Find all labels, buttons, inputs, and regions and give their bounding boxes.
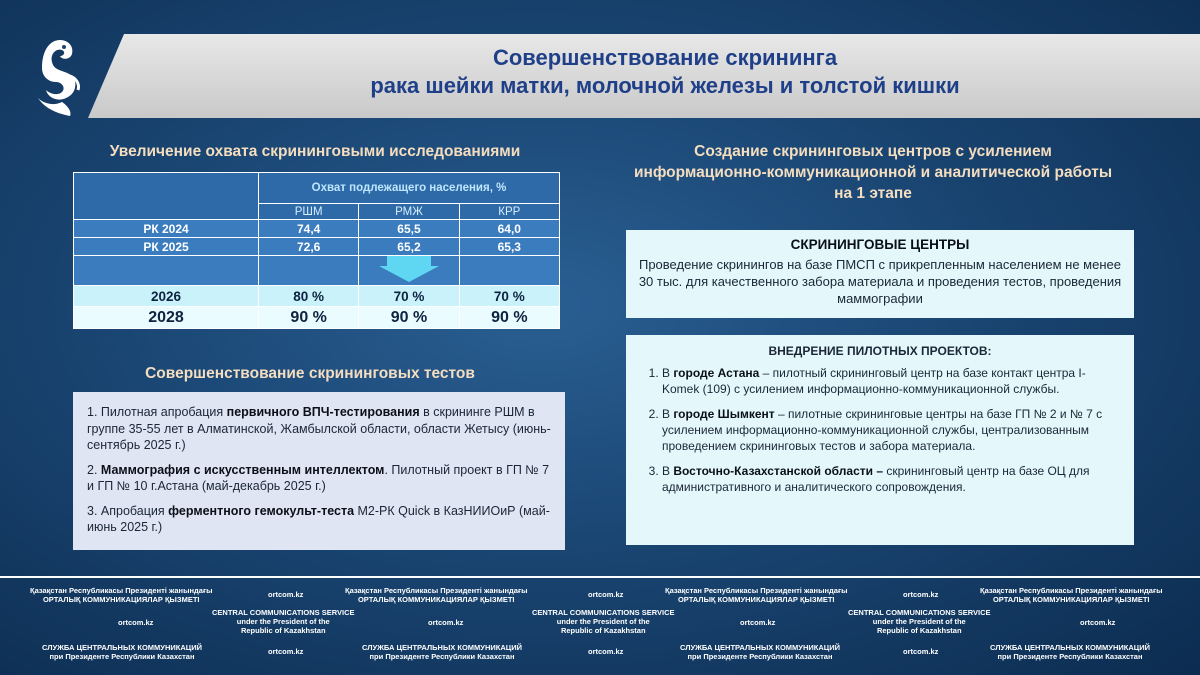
table-cell: 90 % (459, 307, 559, 329)
list-item: 3. Апробация ферментного гемокульт-теста М2-РК Quick в КазНИИОиР (май-июнь 2025 г.) (87, 503, 550, 534)
table-cell: 74,4 (259, 220, 359, 238)
footer-en: CENTRAL COMMUNICATIONS SERVICE under the President of the Republic of Kazakhstan (848, 608, 991, 635)
list-item: 2. В городе Шымкент – пилотные скрининговые центры на базе ГП № 2 и № 7 с усилением информационно-коммуникационной службы, централизованным проведением скрининговых тестов и забора материала. (662, 406, 1120, 454)
page-title: Совершенствование скрининга рака шейки матки, молочной железы и толстой кишки (370, 45, 960, 98)
row-label: 2026 (74, 286, 259, 307)
footer-site: ortcom.kz (428, 618, 464, 627)
centers-heading: Создание скрининговых центров с усилением информационно-коммуникационной и аналитической работы на 1 этапе (633, 143, 1113, 202)
footer-ru: СЛУЖБА ЦЕНТРАЛЬНЫХ КОММУНИКАЦИЙ при Президенте Республики Казахстан (990, 643, 1151, 661)
coverage-heading: Увеличение охвата скрининговыми исследованиями (109, 143, 521, 160)
table-cell: 90 % (259, 307, 359, 329)
footer-site: ortcom.kz (740, 618, 776, 627)
pilot-projects-panel (626, 335, 1134, 545)
down-arrow-icon (379, 266, 439, 282)
footer-kz: Қазақстан Республикасы Президенті жанындағы ОРТАЛЫҚ КОММУНИКАЦИЯЛАР ҚЫЗМЕТІ (980, 586, 1163, 604)
list-item: 2. Маммография с искусственным интеллектом. Пилотный проект в ГП № 7 и ГП № 10 г.Астана (май-декабрь 2025 г.) (87, 462, 550, 493)
footer-site: ortcom.kz (588, 590, 624, 599)
footer-ru: СЛУЖБА ЦЕНТРАЛЬНЫХ КОММУНИКАЦИЙ при Президенте Республики Казахстан (362, 643, 523, 661)
footer-site: ortcom.kz (1080, 618, 1116, 627)
footer-site: ortcom.kz (268, 590, 304, 599)
footer-ru: СЛУЖБА ЦЕНТРАЛЬНЫХ КОММУНИКАЦИЙ при Президенте Республики Казахстан (680, 643, 841, 661)
list-item: 1. В городе Астана – пилотный скрининговый центр на базе контакт центра I-Komek (109) с усилением информационно-коммуникационной службы. (662, 365, 1120, 397)
table-row (74, 220, 560, 238)
snow-leopard-emblem-icon (30, 36, 86, 118)
footer-site: ortcom.kz (268, 647, 304, 656)
row-label: РК 2025 (74, 238, 259, 256)
tests-heading: Совершенствование скрининговых тестов (145, 365, 475, 382)
list-item: 3. В Восточно-Казахстанской области – скрининговый центр на базе ОЦ для административного и аналитического сопровождения. (662, 463, 1120, 495)
footer-kz: Қазақстан Республикасы Президенті жанындағы ОРТАЛЫҚ КОММУНИКАЦИЯЛАР ҚЫЗМЕТІ (345, 586, 528, 604)
table-cell: 65,2 (359, 238, 459, 256)
table-row (74, 307, 560, 329)
table-cell: 64,0 (459, 220, 559, 238)
footer-kz: Қазақстан Республикасы Президенті жанындағы ОРТАЛЫҚ КОММУНИКАЦИЯЛАР ҚЫЗМЕТІ (665, 586, 848, 604)
spacer-cell (459, 256, 559, 286)
table-row (74, 238, 560, 256)
footer-site: ortcom.kz (588, 647, 624, 656)
footer-site: ortcom.kz (118, 618, 154, 627)
corner-cell (74, 173, 259, 220)
table-row (74, 286, 560, 307)
tests-panel (73, 392, 565, 550)
footer-watermark (0, 578, 1200, 675)
table-cell: 65,5 (359, 220, 459, 238)
table-cell: 80 % (259, 286, 359, 307)
row-label: РК 2024 (74, 220, 259, 238)
panel-title: ВНЕДРЕНИЕ ПИЛОТНЫХ ПРОЕКТОВ: (768, 344, 992, 358)
footer-ru: СЛУЖБА ЦЕНТРАЛЬНЫХ КОММУНИКАЦИЙ при Президенте Республики Казахстан (42, 643, 203, 661)
table-cell: 90 % (359, 307, 459, 329)
table-cell: 70 % (359, 286, 459, 307)
spacer-cell (259, 256, 359, 286)
arrow-stem (387, 256, 431, 266)
spacer-cell (74, 256, 259, 286)
column-header: РШМ (259, 204, 359, 220)
table-caption: Охват подлежащего населения, % (259, 173, 560, 204)
list-item: 1. Пилотная апробация первичного ВПЧ-тестирования в скрининге РШМ в группе 35-55 лет в Алматинской, Жамбылской области, области Жетысу (июнь-сентябрь 2025 г.) (87, 405, 551, 452)
row-label: 2028 (74, 307, 259, 329)
footer-en: CENTRAL COMMUNICATIONS SERVICE under the President of the Republic of Kazakhstan (532, 608, 675, 635)
table-cell: 72,6 (259, 238, 359, 256)
screening-centers-panel (626, 230, 1134, 318)
footer-en: CENTRAL COMMUNICATIONS SERVICE under the President of the Republic of Kazakhstan (212, 608, 355, 635)
table-cell: 70 % (459, 286, 559, 307)
trend-arrow-cell (359, 256, 459, 286)
panel-title: СКРИНИНГОВЫЕ ЦЕНТРЫ (790, 237, 970, 252)
coverage-table (73, 172, 560, 329)
column-header: КРР (459, 204, 559, 220)
footer-kz: Қазақстан Республикасы Президенті жанындағы ОРТАЛЫҚ КОММУНИКАЦИЯЛАР ҚЫЗМЕТІ (30, 586, 213, 604)
column-header: РМЖ (359, 204, 459, 220)
footer-site: ortcom.kz (903, 590, 939, 599)
panel-text: Проведение скринингов на базе ПМСП с прикрепленным населением не менее 30 тыс. для качественного забора материала и проведения тестов, проведения маммографии (638, 257, 1122, 306)
table-cell: 65,3 (459, 238, 559, 256)
footer-site: ortcom.kz (903, 647, 939, 656)
